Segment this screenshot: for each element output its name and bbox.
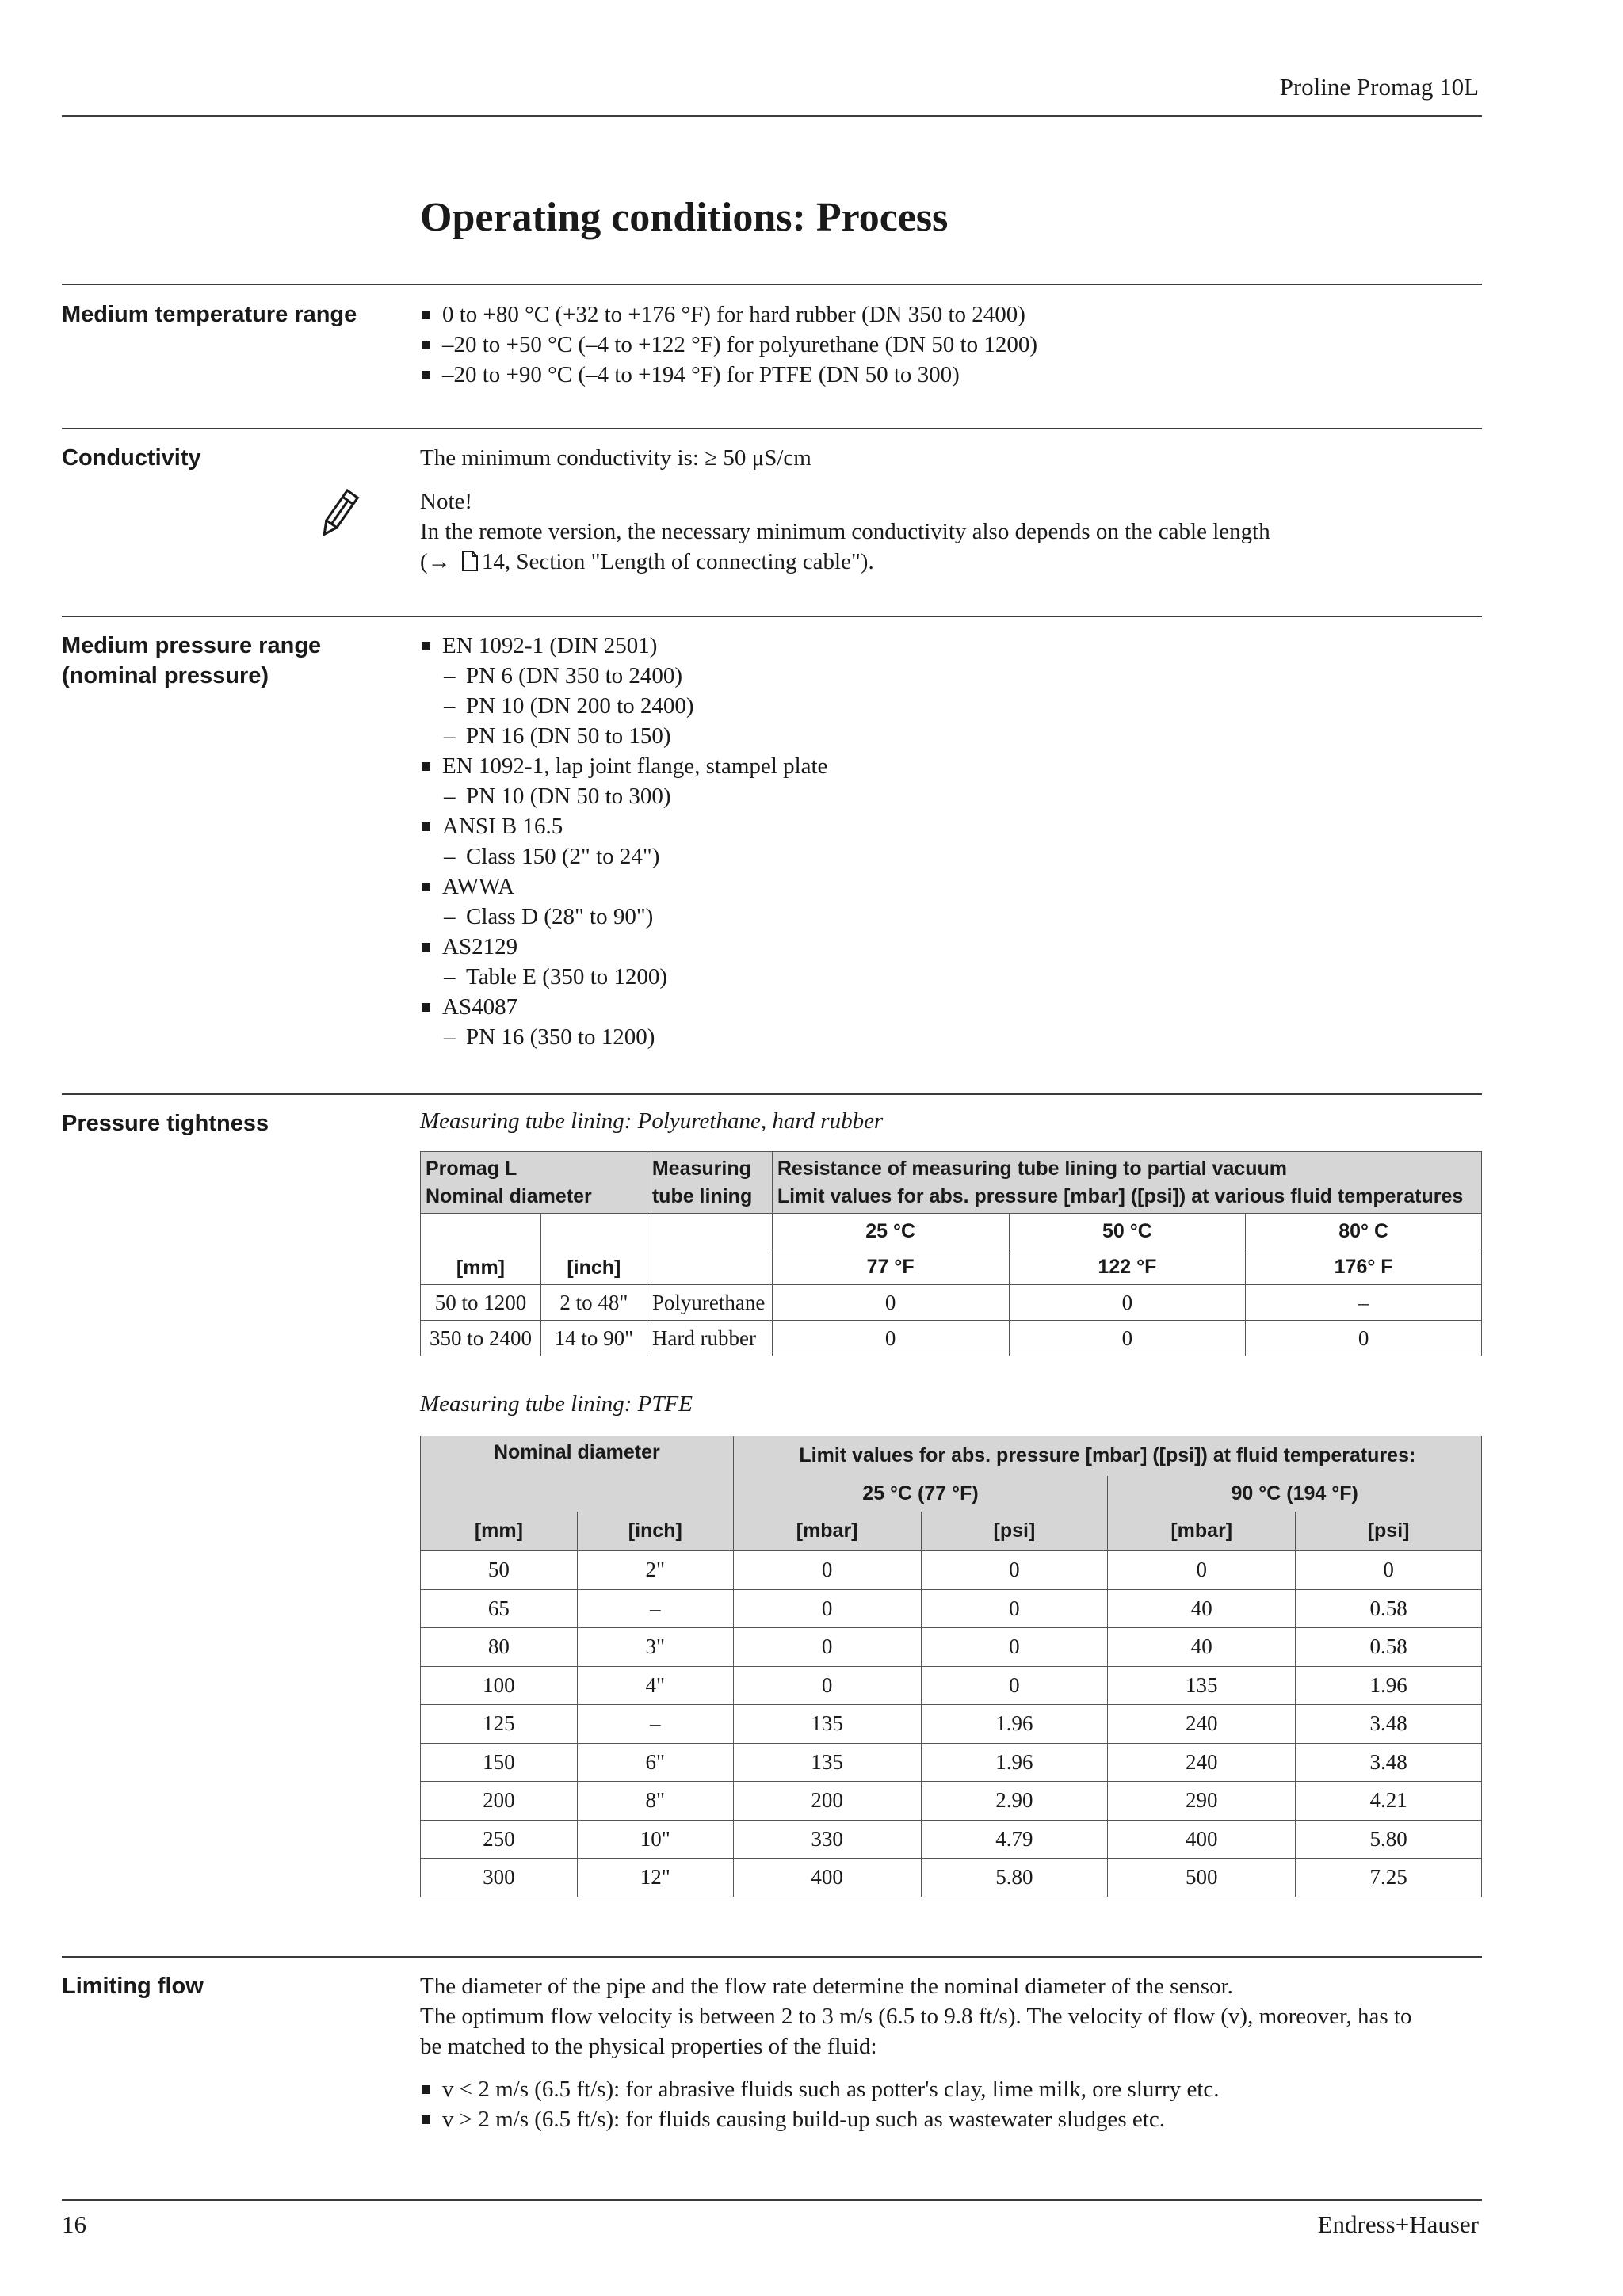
table-row: 200 8" 200 2.90 290 4.21 <box>421 1782 1482 1821</box>
section-divider <box>62 428 1482 429</box>
pressure-tightness-table-1 <box>420 1151 1482 1356</box>
table-header-cell: 122 °F <box>1009 1249 1246 1285</box>
section-label-pressure <box>62 631 321 691</box>
sub-list-item: – PN 10 (DN 200 to 2400) <box>420 691 827 721</box>
list-item: v < 2 m/s (6.5 ft/s): for abrasive fluids such as potter's clay, lime milk, ore slurry etc. <box>420 2074 1412 2104</box>
table-row: 300 12" 400 5.80 500 7.25 <box>421 1859 1482 1897</box>
section-divider <box>62 1956 1482 1958</box>
table-row: 80 3" 0 0 40 0.58 <box>421 1628 1482 1667</box>
section-divider <box>62 284 1482 285</box>
sub-list-item: – PN 16 (350 to 1200) <box>420 1022 827 1052</box>
table-row: 125 – 135 1.96 240 3.48 <box>421 1705 1482 1744</box>
table-header-cell: [mbar] <box>733 1512 921 1551</box>
list-item: ANSI B 16.5 – Class 150 (2" to 24") <box>420 811 827 871</box>
table-row: 50 to 1200 2 to 48" Polyurethane 0 0 – <box>421 1285 1482 1321</box>
table-row: 100 4" 0 0 135 1.96 <box>421 1666 1482 1705</box>
section-divider <box>62 1093 1482 1095</box>
section-label-conductivity: Conductivity <box>62 445 201 471</box>
section-label-temperature: Medium temperature range <box>62 302 357 327</box>
conductivity-text: The minimum conductivity is: ≥ 50 μS/cm <box>420 445 812 471</box>
table-caption: Measuring tube lining: PTFE <box>420 1391 693 1417</box>
table-header-cell: Resistance of measuring tube lining to partial vacuum Limit values for abs. pressure [mbar] ([psi]) at various fluid temperatures <box>772 1152 1481 1214</box>
table-header-cell: 25 °C <box>772 1214 1009 1249</box>
table-row: 50 2" 0 0 0 0 <box>421 1551 1482 1590</box>
table-header-cell: 80° C <box>1246 1214 1482 1249</box>
table-header-cell: [psi] <box>1296 1512 1482 1551</box>
section-divider <box>62 616 1482 617</box>
table-header-cell: [psi] <box>921 1512 1108 1551</box>
table-header-cell <box>647 1214 772 1285</box>
table-header-cell: 50 °C <box>1009 1214 1246 1249</box>
footer-rule <box>62 2199 1482 2201</box>
footer-brand: Endress+Hauser <box>1317 2210 1479 2238</box>
limiting-flow-list <box>420 2074 1412 2134</box>
section-label-line: (nominal pressure) <box>62 663 269 688</box>
temperature-list <box>420 299 1037 390</box>
header-rule <box>62 115 1482 117</box>
list-item: AS2129 – Table E (350 to 1200) <box>420 932 827 992</box>
note-line-reference <box>420 547 1270 577</box>
note-title: Note! <box>420 489 473 514</box>
note-line: In the remote version, the necessary minimum conductivity also depends on the cable length <box>420 519 1270 544</box>
paragraph-line: be matched to the physical properties of the fluid: <box>420 2034 877 2059</box>
page-number: 16 <box>62 2210 86 2238</box>
page-title: Operating conditions: Process <box>420 195 949 240</box>
section-label-line: Medium pressure range <box>62 633 322 658</box>
table-row: 250 10" 330 4.79 400 5.80 <box>421 1820 1482 1859</box>
document-header-title: Proline Promag 10L <box>1279 73 1479 101</box>
list-item: –20 to +50 °C (–4 to +122 °F) for polyurethane (DN 50 to 1200) <box>420 330 1037 360</box>
list-item: –20 to +90 °C (–4 to +194 °F) for PTFE (DN 50 to 300) <box>420 360 1037 390</box>
list-item: AWWA – Class D (28" to 90") <box>420 871 827 932</box>
table-header-cell: [inch] <box>540 1214 647 1285</box>
section-label-limiting-flow: Limiting flow <box>62 1974 204 1999</box>
table-header-cell: Measuring tube lining <box>647 1152 772 1214</box>
sub-list-item: – PN 6 (DN 350 to 2400) <box>420 661 827 691</box>
table-row: 150 6" 135 1.96 240 3.48 <box>421 1743 1482 1782</box>
list-item: EN 1092-1, lap joint flange, stampel plate – PN 10 (DN 50 to 300) <box>420 751 827 811</box>
page-reference-link[interactable]: 14, Section "Length of connecting cable"). <box>481 549 874 574</box>
table-header-cell: Nominal diameter <box>421 1436 734 1512</box>
list-item: 0 to +80 °C (+32 to +176 °F) for hard rubber (DN 350 to 2400) <box>420 299 1037 330</box>
table-header-cell: [inch] <box>577 1512 733 1551</box>
table-header-cell: 90 °C (194 °F) <box>1108 1476 1482 1512</box>
table-row: 65 – 0 0 40 0.58 <box>421 1589 1482 1628</box>
paragraph-line: The optimum flow velocity is between 2 to 3 m/s (6.5 to 9.8 ft/s). The velocity of flow (v), moreover, has to <box>420 2004 1412 2029</box>
table-header-cell: [mm] <box>421 1512 578 1551</box>
table-header-cell: [mbar] <box>1108 1512 1296 1551</box>
table-header-cell: 25 °C (77 °F) <box>733 1476 1108 1512</box>
limiting-flow-content <box>420 1971 1412 2134</box>
pressure-content <box>420 631 827 1052</box>
conductivity-note <box>420 486 1270 577</box>
section-label-tightness: Pressure tightness <box>62 1111 269 1136</box>
table-caption: Measuring tube lining: Polyurethane, hard rubber <box>420 1108 884 1134</box>
list-item: v > 2 m/s (6.5 ft/s): for fluids causing build-up such as wastewater sludges etc. <box>420 2104 1412 2134</box>
pencil-icon <box>311 486 366 546</box>
table-header-cell: Limit values for abs. pressure [mbar] ([psi]) at fluid temperatures: <box>733 1436 1481 1476</box>
table-header-cell: Promag L Nominal diameter <box>421 1152 647 1214</box>
sub-list-item: – PN 16 (DN 50 to 150) <box>420 721 827 751</box>
pressure-list <box>420 631 827 1052</box>
sub-list-item: – Class D (28" to 90") <box>420 902 827 932</box>
table-row: 350 to 2400 14 to 90" Hard rubber 0 0 0 <box>421 1321 1482 1356</box>
list-item: AS4087 – PN 16 (350 to 1200) <box>420 992 827 1052</box>
table-header-cell: [mm] <box>421 1214 541 1285</box>
pressure-tightness-table-2 <box>420 1436 1482 1897</box>
paragraph-line: The diameter of the pipe and the flow rate determine the nominal diameter of the sensor. <box>420 1974 1233 1999</box>
table-header-cell: 77 °F <box>772 1249 1009 1285</box>
sub-list-item: – Class 150 (2" to 24") <box>420 841 827 871</box>
sub-list-item: – Table E (350 to 1200) <box>420 962 827 992</box>
page-icon <box>461 551 479 571</box>
list-item: EN 1092-1 (DIN 2501) – PN 6 (DN 350 to 2400) – PN 10 (DN 200 to 2400) – PN 16 (DN 50 to 150) <box>420 631 827 751</box>
arrow-text: (→ <box>420 549 451 574</box>
temperature-content <box>420 299 1037 390</box>
table-header-cell: 176° F <box>1246 1249 1482 1285</box>
sub-list-item: – PN 10 (DN 50 to 300) <box>420 781 827 811</box>
